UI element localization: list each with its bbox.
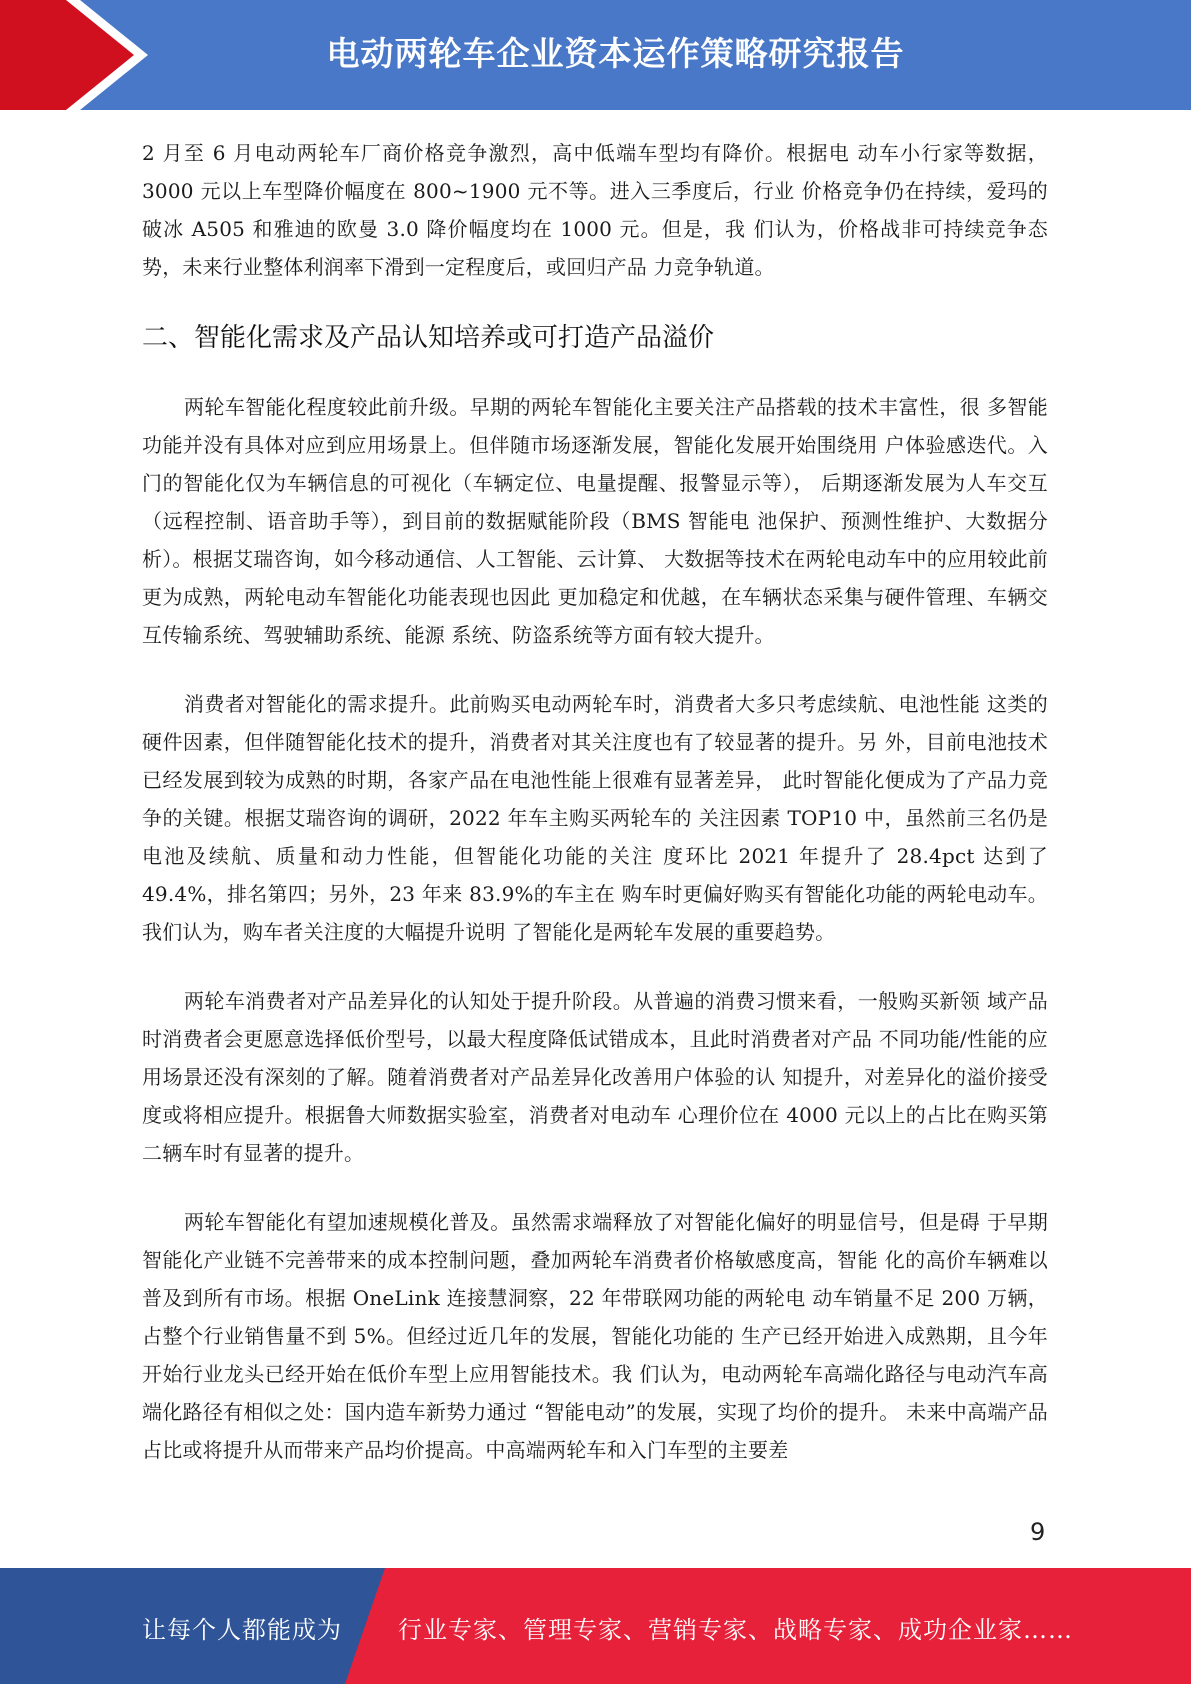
footer-banner: [0, 1568, 1191, 1684]
page-number: 9: [1030, 1518, 1046, 1546]
footer-slogan-left: 让每个人都能成为: [142, 1616, 342, 1644]
header-banner: [0, 0, 1191, 110]
footer-slogan-right: 行业专家、管理专家、营销专家、战略专家、成功企业家……: [398, 1616, 1073, 1644]
paragraph-intelligence-upgrade: 两轮车智能化程度较此前升级。早期的两轮车智能化主要关注产品搭载的技术丰富性，很 多智能功能并没有具体对应到应用场景上。但伴随市场逐渐发展，智能化发展开始围绕用 户体验感迭代。入门的智能化仅为车辆信息的可视化（车辆定位、电量提醒、报警显示等）， 后期逐渐发展为人车交互（远程控制、语音助手等），到目前的数据赋能阶段（BMS 智能电 池保护、预测性维护、大数据分析）。根据艾瑞咨询，如今移动通信、人工智能、云计算、 大数据等技术在两轮电动车中的应用较此前更为成熟，两轮电动车智能化功能表现也因此 更加稳定和优越，在车辆状态采集与硬件管理、车辆交互传输系统、驾驶辅助系统、能源 系统、防盗系统等方面有较大提升。: [142, 395, 1048, 647]
paragraph-scale-adoption: 两轮车智能化有望加速规模化普及。虽然需求端释放了对智能化偏好的明显信号，但是碍 于早期智能化产业链不完善带来的成本控制问题，叠加两轮车消费者价格敏感度高，智能 化的高价车辆难以普及到所有市场。根据 OneLink 连接慧洞察，22 年带联网功能的两轮电 动车销量不足 200 万辆，占整个行业销售量不到 5%。但经过近几年的发展，智能化功能的 生产已经开始进入成熟期，且今年开始行业龙头已经开始在低价车型上应用智能技术。我 们认为，电动两轮车高端化路径与电动汽车高端化路径有相似之处：国内造车新势力通过 “智能电动”的发展，实现了均价的提升。 未来中高端产品占比或将提升从而带来产品均价提高。中高端两轮车和入门车型的主要差: [142, 1210, 1048, 1462]
intro-paragraph: 2 月至 6 月电动两轮车厂商价格竞争激烈，高中低端车型均有降价。根据电 动车小行家等数据，3000 元以上车型降价幅度在 800~1900 元不等。进入三季度后，行业 价格竞争仍在持续，爱玛的破冰 A505 和雅迪的欧曼 3.0 降价幅度均在 1000 元。但是，我 们认为，价格战非可持续竞争态势，未来行业整体利润率下滑到一定程度后，或回归产品 力竞争轨道。: [142, 141, 1049, 279]
paragraph-differentiation-awareness: 两轮车消费者对产品差异化的认知处于提升阶段。从普遍的消费习惯来看，一般购买新领 域产品时消费者会更愿意选择低价型号，以最大程度降低试错成本，且此时消费者对产品 不同功能/性能的应用场景还没有深刻的了解。随着消费者对产品差异化改善用户体验的认 知提升，对差异化的溢价接受度或将相应提升。根据鲁大师数据实验室，消费者对电动车 心理价位在 4000 元以上的占比在购买第二辆车时有显著的提升。: [142, 989, 1048, 1165]
paragraph-consumer-demand: 消费者对智能化的需求提升。此前购买电动两轮车时，消费者大多只考虑续航、电池性能 这类的硬件因素，但伴随智能化技术的提升，消费者对其关注度也有了较显著的提升。另 外，目前电池技术已经发展到较为成熟的时期，各家产品在电池性能上很难有显著差异， 此时智能化便成为了产品力竞争的关键。根据艾瑞咨询的调研，2022 年车主购买两轮车的 关注因素 TOP10 中，虽然前三名仍是电池及续航、质量和动力性能，但智能化功能的关注 度环比 2021 年提升了 28.4pct 达到了 49.4%，排名第四；另外，23 年来 83.9%的车主在 购车时更偏好购买有智能化功能的两轮电动车。我们认为，购车者关注度的大幅提升说明 了智能化是两轮车发展的重要趋势。: [142, 692, 1048, 944]
document-title: 电动两轮车企业资本运作策略研究报告: [326, 34, 905, 73]
section-heading: 二、智能化需求及产品认知培养或可打造产品溢价: [142, 323, 715, 353]
main-content: [142, 134, 1048, 1469]
